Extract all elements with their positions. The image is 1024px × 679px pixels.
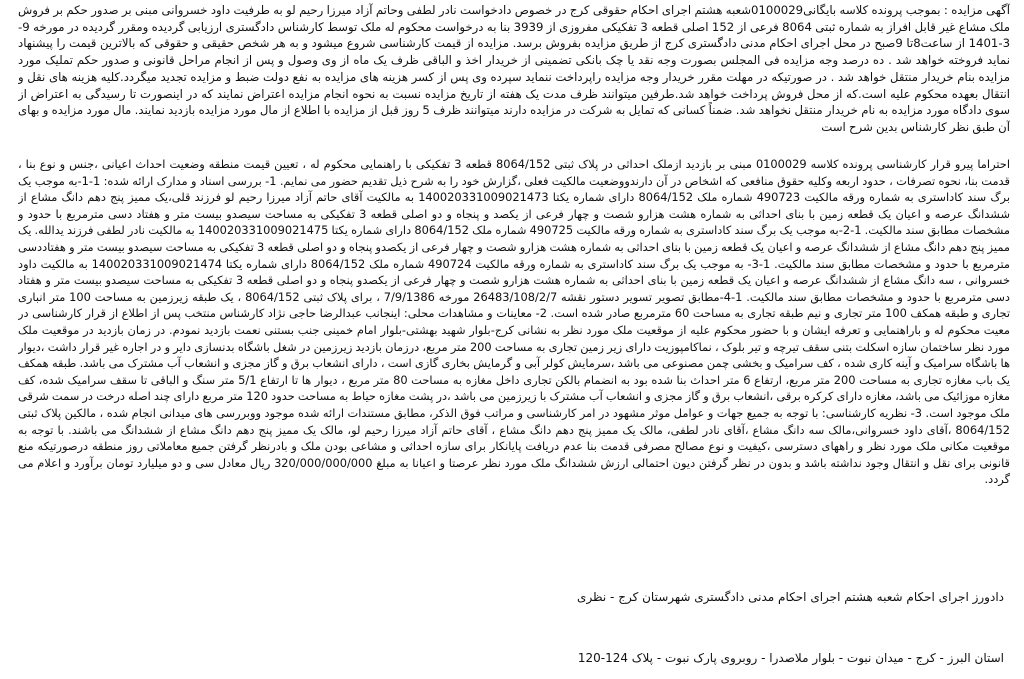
address-line: استان البرز - کرج - میدان نبوت - بلوار ملاصدرا - روبروی پارک نبوت - پلاک 124-120 bbox=[577, 651, 1004, 665]
auction-notice-paragraph: آگهی مزایده : بموجب پرونده کلاسه بایگانی0100029شعبه هشتم اجرای احکام حقوقی کرج در خصوص دادخواست نادر لطفی وحاتم آزاد میرزا رحیم لو به طرفیت داود خسروانی مبنی بر صدور حکم بر فروش ملک مشاع غیر قابل افراز به شماره ثبتی 8064 فرعی از 152 اصلی قطعه 3 تفکیکی مفروزی از 3939 بنا به درخواست محکوم له ملک توسط کارشناس دادگستری ارزیابی گردیده ومقرر گردیده در مورخه 9-3-1401 از ساعت8تا 9صبح در محل اجرای احکام مدنی دادگستری کرج از طریق مزایده بفروش برسد. مزایده از قیمت کارشناسی شروع میشود و به هر شخص حقیقی و حقوقی که بالاترین قیمت را پیشنهاد نماید فروخته خواهد شد . ده درصد وجه مزایده فی المجلس بصورت وجه نقد یا چک بانکی تضمینی از خریدار اخذ و الباقی ظرف یک ماه از وی وصول و پس از انجام مراحل قانونی و صدور حکم تملیک مورد مزایده بنام خریدار منتقل خواهد شد . در صورتیکه در مهلت مقرر خریدار وجه مزایده راپرداخت ننماید سپرده وی پس از کسر هزینه های مزایده به نفع دولت ضبط و مزایده تجدید میگردد.کلیه هزینه های نقل و انتقال بعهده محکوم علیه است.که از محل فروش پرداخت خواهد شد.طرفین میتوانند ظرف مدت یک هفته از تاریخ مزایده نسبت به نحوه انجام مزایده اعتراض نمایند که در اینصورت تا رسیدگی به اعتراض از سوی دادگاه مورد مزایده به نام خریدار منتقل نخواهد شد. ضمناً کسانی که تمایل به شرکت در مزایده دارند میتوانند ظرف 5 روز قبل از مزایده با اطلاع از مال مورد مزایده بازدید نمایند. مال مورد مزایده و بهای آن طبق نظر کارشناس بدین شرح است bbox=[18, 3, 1010, 134]
expert-report-paragraph: احتراما پیرو قرار کارشناسی پرونده کلاسه 0100029 مبنی بر بازدید ازملک احداثی در پلاک ثبتی 8064/152 قطعه 3 تفکیکی با راهنمایی محکوم له ، تعیین قیمت منطقه وضعیت احداث اعیانی ،جنس و نوع بنا ، قدمت بنا، نحوه تصرفات ، حدود اربعه وکلیه حقوق منافعی که اشخاص در آن دارندووضعیت مالکیت فعلی ،گزارش خود را به شرح ذیل تقدیم حضور می نمایم. 1- بررسی اسناد و مدارک ارائه شده: 1-1-به موجب یک برگ سند کاداستری به شماره ورقه مالکیت 490723 شماره ملک 8064/152 دارای شماره یکتا 140020331009021473 به مالکیت آقای حاتم آزاد میرزا رحیم لو فرزند قلی،یک ممیز پنج دهم دانگ مشاع از ششدانگ عرصه و اعیان یک قطعه زمین با بنای احداثی به شماره هشت هزارو شصت و چهار فرعی از یکصد و پنجاه و دو اصلی قطعه 3 تفکیکی به مساحت سیصدو بیست متر و هفتاد دسی مترمربع با حدود و مشخصات مطابق سند مالکیت. 1-2-به موجب یک برگ سند کاداستری به شماره ورقه مالکیت 490725 شماره ملک 8064/152 دارای شماره یکتا 140020331009021475 به مالکیت نادر لطفی فرزند یدالله. یک ممیز پنج دهم دانگ مشاع از ششدانگ عرصه و اعیان یک قطعه زمین با بنای احداثی به شماره هشت هزارو شصت و چهار فرعی از یکصدو پنجاه و دو اصلی قطعه 3 تفکیکی به مساحت سیصدو بیست متر و هفتاددسی مترمربع با حدود و مشخصات مطابق سند مالکیت. 1-3- به موجب یک برگ سند کاداستری به شماره ورقه مالکیت 490724 شماره ملک 8064/152 دارای شماره یکتا 140020331009021474 به مالکیت داود خسروانی ، سه دانگ مشاع از ششدانگ عرصه و اعیان یک قطعه زمین با بنای احداثی به شماره هشت هزارو شصت و چهار فرعی از یکصدو پنجاه و دو اصلی قطعه 3 تفکیکی به مساحت سیصدو بیست متر و هفتاد دسی مترمربع با حدود و مشخصات مطابق سند مالکیت. 1-4-مطابق تصویر تسویر دستور نقشه 26483/108/2/7 مورخه 7/9/1386 ، برای پلاک ثبتی 8064/152 ، یک طبقه زیرزمین به مساحت 100 متر انباری تجاری و طبقه همکف 100 متر تجاری و نیم طبقه تجاری به مساحت 60 مترمربع صادر شده است. 2- معاینات و مشاهدات محلی: اینجانب عبدالرضا حاجی نژاد کارشناس منتخب پس از اطلاع از قرار کارشناسی در معیت محکوم له و باراهنمایی و تعرفه ایشان و با حضور محکوم علیه از موقعیت ملک مورد نظر به نشانی کرج-بلوار شهید بهشتی-بلوار امام خمینی جنب بستنی نعمت بازدید نمودم. در زمان بازدید در موقعیت ملک مورد نظر ساختمان سازه اسکلت بتنی سقف تیرچه و تیر بلوک ، نماکامپوزیت دارای زیر زمین تجاری به مساحت 200 متر مربع، درزمان بازدید زیرزمین در شغل باشگاه بدنسازی دایر و در اجاره غیر قرار داشت ،دیوار ها باشگاه سرامیک و آینه کاری شده ، کف سرامیک و بخشی چمن مصنوعی می باشد ،سرمایش کولر آبی و گرمایش بخاری گازی است ، دارای انشعاب برق و گاز مجزی و انشعاب آب مشترک می باشد. طبقه همکف یک باب مغازه تجاری به مساحت 200 متر مربع، ارتفاع 6 متر احداث بنا شده بود به انضمام بالکن تجاری داخل مغازه به مساحت 80 متر مربع ، دیوار ها تا ارتفاع 5/1 متر سنگ و الباقی تا سقف سرامیک شده، کف مغازه موزائیک می باشد، مغازه دارای کرکره برقی ،انشعاب برق و گاز مجزی و انشعاب آب مشترک با زیرزمین می باشد ،در پشت مغازه حیاط به مساحت حدود 120 متر مربع دارای چند اصله درخت در سمت شرقی ملک موجود است. 3- نظریه کارشناسی: با توجه به جمیع جهات و عوامل موثر مشهود در امر کارشناسی و مراتب فوق الذکر، مطابق مستندات ارائه شده موجود ووبررسی های میدانی انجام شده ، مالکین پلاک ثبتی 8064/152 ،آقای داود خسروانی،مالک سه دانگ مشاع ،آقای نادر لطفی، مالک یک ممیز پنج دهم دانگ مشاع ، آقای حاتم آزاد میرزا رحیم لو، مالک یک ممیز پنج دهم دانگ مشاع از ششدانگ می باشند. با توجه به موقعیت مکانی ملک مورد نظر و راههای دسترسی ،کیفیت و نوع مصالح مصرفی قدمت بنا عدم دریافت پایانکار برای سازه احداثی و مشاعی بودن ملک و بادرنظر گرفتن جمیع معاملاتی روز منطقه درصورتیکه منع قانونی برای نقل و انتقال وجود نداشته باشد و بدون در نظر گرفتن دیون احتمالی ارزش ششدانگ ملک مورد نظر عرصتا و اعیانا به مبلغ 320/000/000/000 ریال معادل سی و دو میلیارد تومان برآورد و اعلام می گردد. bbox=[18, 157, 1010, 487]
signature-line: دادورز اجرای احکام شعبه هشتم اجرای احکام مدنی دادگستری شهرستان کرج - نظری bbox=[577, 590, 1004, 604]
